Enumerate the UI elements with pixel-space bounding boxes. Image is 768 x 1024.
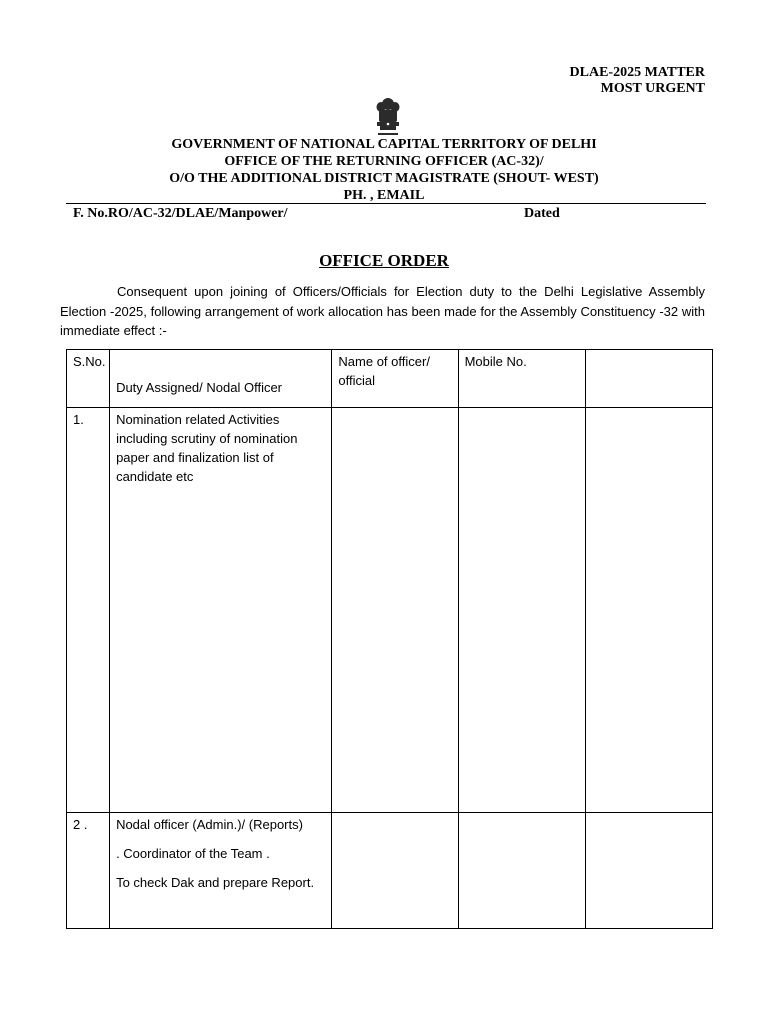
table-row xyxy=(67,408,713,813)
header-name: Name of officer/ official xyxy=(332,350,458,408)
dated-label: Dated xyxy=(524,206,560,221)
duty-line: To check Dak and prepare Report. xyxy=(116,875,315,890)
intro-paragraph: Consequent upon joining of Officers/Officials for Election duty to the Delhi Legislative Assembly Election -2025, following arrangement of work allocation has been made for the Assembly Constituency -32 with immediate effect :- xyxy=(60,284,705,338)
duty-line: . Coordinator of the Team . xyxy=(116,846,270,861)
row-name xyxy=(332,408,458,813)
national-emblem-icon xyxy=(373,96,403,138)
row-mobile xyxy=(458,408,585,813)
duty-line: Nodal officer (Admin.)/ (Reports) xyxy=(116,817,303,832)
header-duty-label: Duty Assigned/ Nodal Officer xyxy=(116,380,283,395)
header-line-3: O/O THE ADDITIONAL DISTRICT MAGISTRATE (SHOUT- WEST) xyxy=(169,171,599,186)
row-duty xyxy=(110,813,332,929)
header-mobile: Mobile No. xyxy=(458,350,585,408)
urgency-block xyxy=(570,65,705,97)
header-line-2: OFFICE OF THE RETURNING OFFICER (AC-32)/ xyxy=(224,154,544,169)
header-divider xyxy=(66,203,706,204)
office-header xyxy=(60,136,708,204)
row-extra xyxy=(585,408,712,813)
row-mobile xyxy=(458,813,585,929)
header-duty xyxy=(110,350,332,408)
matter-label: DLAE-2025 MATTER xyxy=(569,65,705,80)
header-line-4: PH. , EMAIL xyxy=(343,188,425,203)
row-extra xyxy=(585,813,712,929)
row-name xyxy=(332,813,458,929)
file-number: F. No.RO/AC-32/DLAE/Manpower/ xyxy=(73,206,288,221)
header-line-1: GOVERNMENT OF NATIONAL CAPITAL TERRITORY OF DELHI xyxy=(171,137,597,152)
duty-table xyxy=(66,349,713,929)
urgency-label: MOST URGENT xyxy=(600,81,705,96)
table-header-row xyxy=(67,350,713,408)
table-row xyxy=(67,813,713,929)
page-title: OFFICE ORDER xyxy=(319,251,449,270)
header-extra xyxy=(585,350,712,408)
row-duty: Nomination related Activities including scrutiny of nomination paper and finalization list of candidate etc xyxy=(110,408,332,813)
row-sno: 1. xyxy=(67,408,110,813)
header-sno: S.No. xyxy=(67,350,110,408)
row-sno: 2 . xyxy=(67,813,110,929)
